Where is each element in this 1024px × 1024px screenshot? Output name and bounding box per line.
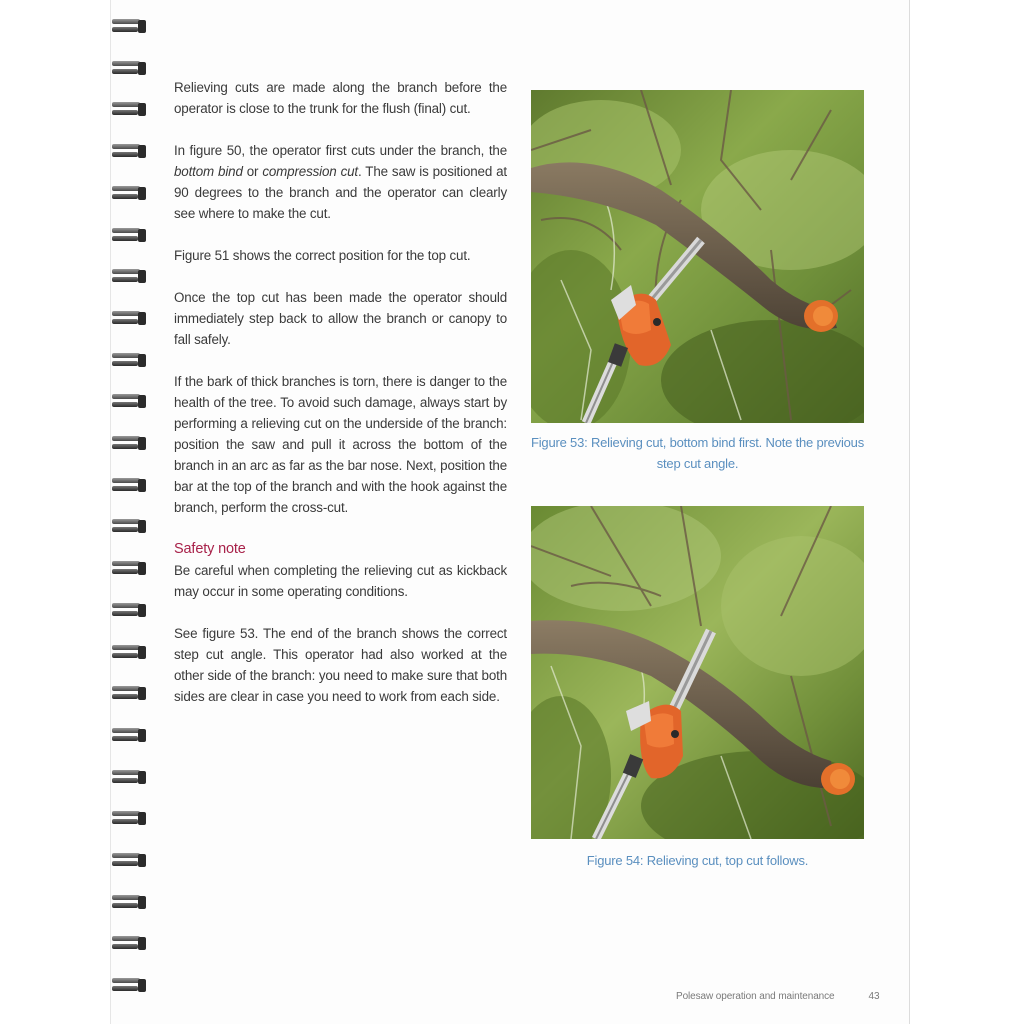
safety-note-text: Be careful when completing the relieving cut as kickback may occur in some operating conditions.	[174, 563, 507, 599]
binding-ring	[108, 890, 148, 914]
term-compression-cut: compression cut	[262, 164, 358, 179]
binding-ring	[108, 806, 148, 830]
binding-ring	[108, 640, 148, 664]
binding-ring	[108, 681, 148, 705]
binding-ring	[108, 514, 148, 538]
binding-ring	[108, 139, 148, 163]
binding-ring	[108, 765, 148, 789]
paragraph-figure-53: See figure 53. The end of the branch shows the correct step cut angle. This operator had also worked at the other side of the branch: you need to make sure that both sides are clear in case you need to work from each side.	[174, 626, 507, 704]
binding-ring	[108, 973, 148, 997]
binding-ring	[108, 56, 148, 80]
text-span: or	[242, 164, 263, 179]
binding-ring	[108, 556, 148, 580]
binding-ring	[108, 348, 148, 372]
binding-ring	[108, 306, 148, 330]
paragraph-figure-50	[174, 140, 507, 224]
body-text-column	[174, 77, 507, 728]
page-footer	[676, 991, 879, 1002]
binding-ring	[108, 14, 148, 38]
figure-53-caption: Figure 53: Relieving cut, bottom bind first. Note the previous step cut angle.	[531, 435, 864, 471]
paragraph-relieving-cuts: Relieving cuts are made along the branch before the operator is close to the trunk for the flush (final) cut.	[174, 80, 507, 116]
footer-title: Polesaw operation and maintenance	[676, 991, 835, 1002]
binding-ring	[108, 598, 148, 622]
binding-ring	[108, 473, 148, 497]
figure-54-caption: Figure 54: Relieving cut, top cut follows.	[586, 853, 809, 868]
paragraph-figure-51: Figure 51 shows the correct position for the top cut.	[174, 248, 471, 263]
figure-54-photo	[531, 506, 864, 839]
safety-note-heading: Safety note	[174, 541, 246, 557]
binding-ring	[108, 389, 148, 413]
paragraph-bark-damage: If the bark of thick branches is torn, there is danger to the health of the tree. To avoid such damage, always start by performing a relieving cut on the underside of the branch: position the saw and pull it across the bottom of the branch in an arc as far as the bar nose. Next, position the bar at the top of the branch and with the hook against the branch, perform the cross-cut.	[174, 374, 507, 515]
binding-ring	[108, 723, 148, 747]
binding-ring	[108, 223, 148, 247]
term-bottom-bind: bottom bind	[174, 164, 243, 179]
binding-ring	[108, 431, 148, 455]
binding-ring	[108, 181, 148, 205]
binding-ring	[108, 931, 148, 955]
binding-ring	[108, 264, 148, 288]
binding-ring	[108, 848, 148, 872]
figure-53-photo	[531, 90, 864, 423]
spiral-binding	[108, 14, 150, 1014]
paragraph-top-cut: Once the top cut has been made the operator should immediately step back to allow the branch or canopy to fall safely.	[174, 290, 507, 347]
binding-ring	[108, 97, 148, 121]
text-span: In figure 50, the operator first cuts under the branch, the	[174, 143, 507, 158]
page-number: 43	[868, 991, 880, 1002]
text-span: . The saw is positioned at 90 degrees to the branch and the operator can clearly see where to make the cut.	[174, 164, 507, 221]
